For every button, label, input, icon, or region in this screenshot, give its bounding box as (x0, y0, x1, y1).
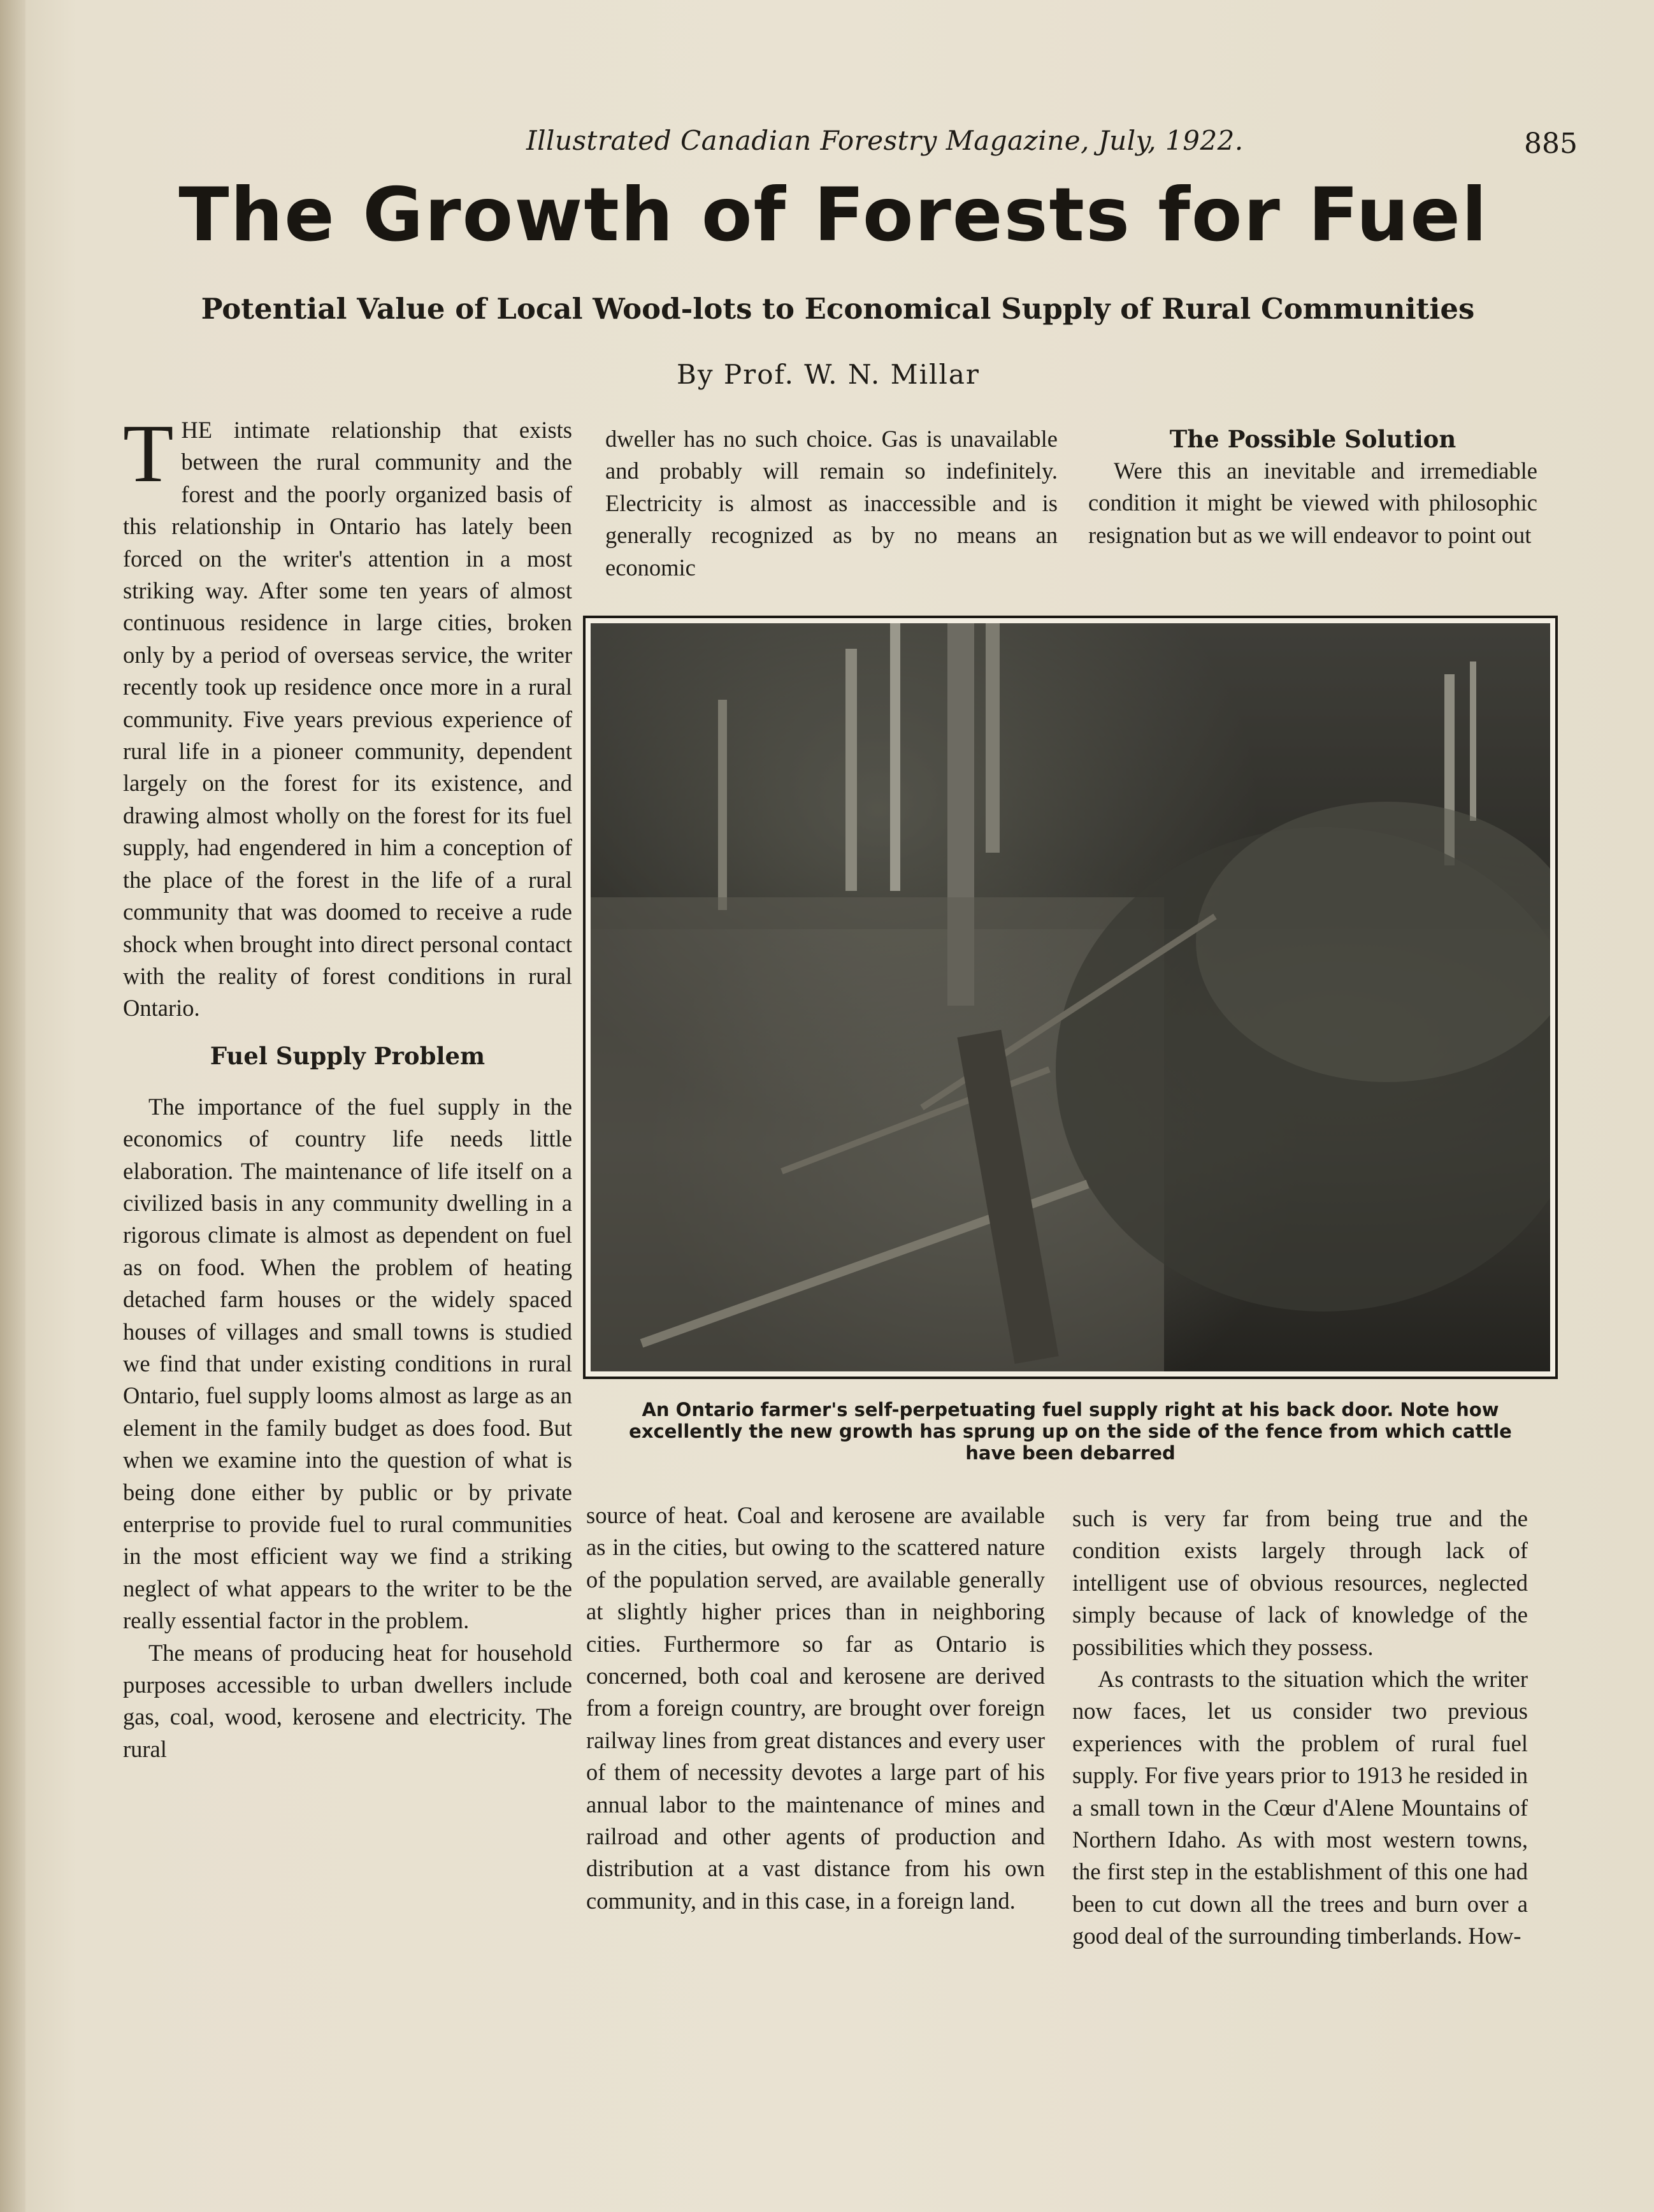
column-3-top (1088, 423, 1537, 551)
intro-text: HE intimate relationship that exists between the rural community and the forest and the poorly organized basis of this relationship in Ontario has lately been forced on the writer's attention in a most striking way. After some ten years of almost continuous residence in large cities, broken only by a period of overseas service, the writer recently took up residence once more in a rural community. Five years previous experience of rural life in a pioneer community, dependent largely on the forest for its existence, and drawing almost wholly on the forest for its fuel supply, had engendered in him a conception of the place of the forest in the life of a rural community that was doomed to receive a rude shock when brought into direct personal contact with the reality of forest conditions in rural Ontario. (123, 417, 572, 1022)
article-subtitle: Potential Value of Local Wood-lots to Economical Supply of Rural Communities (201, 292, 1475, 326)
page-number: 885 (1524, 127, 1578, 160)
body-paragraph: dweller has no such choice. Gas is unavailable and probably will remain so indefinitely. Electricity is almost as inaccessible and is generally recognized as by no means an economic (605, 426, 1058, 581)
page-spine-edge (0, 0, 25, 2212)
drop-cap: T (123, 408, 174, 500)
body-paragraph: The means of producing heat for household purposes accessible to urban dwellers include gas, coal, wood, kerosene and electricity. The rural (123, 1639, 572, 1762)
section-heading-possible-solution: The Possible Solution (1169, 425, 1456, 453)
body-paragraph: As contrasts to the situation which the writer now faces, let us consider two previous experiences with the problem of rural fuel supply. For five years prior to 1913 he resided in a small town in the Cœur d'Alene Mountains of Northern Idaho. As with most western towns, the first step in the establishment of this one had been to cut down all the trees and burn over a good deal of the surrounding timberlands. How- (1072, 1666, 1528, 1949)
photo-frame (583, 616, 1558, 1379)
photo-caption: An Ontario farmer's self-perpetuating fuel supply right at his back door. Note how excellently the new growth has sprung up on the side of the fence from which cattle have been debarred (629, 1399, 1512, 1464)
body-paragraph: Were this an inevitable and irremediable condition it might be viewed with philosophic resignation but as we will endeavor to point out (1088, 458, 1537, 548)
article-byline: By Prof. W. N. Millar (676, 359, 981, 390)
article-title: The Growth of Forests for Fuel (178, 172, 1488, 258)
running-head: Illustrated Canadian Forestry Magazine, July, 1922. (526, 125, 1244, 156)
column-2-top (605, 423, 1058, 584)
section-heading-fuel-supply: Fuel Supply Problem (210, 1041, 485, 1070)
intro-paragraph (123, 408, 572, 1025)
body-paragraph: source of heat. Coal and kerosene are available as in the cities, but owing to the scattered nature of the population served, are available generally at slightly higher prices than in neighboring cities. Furthermore so far as Ontario is concerned, both coal and kerosene are derived from a foreign country, are brought over foreign railway lines from great distances and every user of them of necessity devotes a large part of his annual labor to the maintenance of mines and railroad and other agents of production and distribution at a vast distance from his own community, and in this case, in a foreign land. (586, 1502, 1045, 1914)
forest-illustration (591, 623, 1550, 1371)
column-3-bottom (1072, 1503, 1528, 1953)
body-paragraph: The importance of the fuel supply in the economics of country life needs little elaboration. The maintenance of life itself on a civilized basis in any community dwelling in a rigorous climate is almost as dependent on fuel as on food. When the problem of heating detached farm houses or the widely spaced houses of villages and small towns is studied we find that under existing conditions in rural Ontario, fuel supply looms almost as large as an element in the family budget as does food. But when we examine into the question of what is being done either by public or by private enterprise to provide fuel to rural communities in the most efficient way we find a striking neglect of what appears to the writer to be the really essential factor in the problem. (123, 1093, 572, 1634)
forest-fence-photo (591, 623, 1550, 1371)
column-2-bottom (586, 1500, 1045, 1917)
body-paragraph: such is very far from being true and the condition exists largely through lack of intelligent use of obvious resources, neglected simply because of lack of knowledge of the possibilities which they possess. (1072, 1505, 1528, 1660)
column-1 (123, 408, 572, 1765)
